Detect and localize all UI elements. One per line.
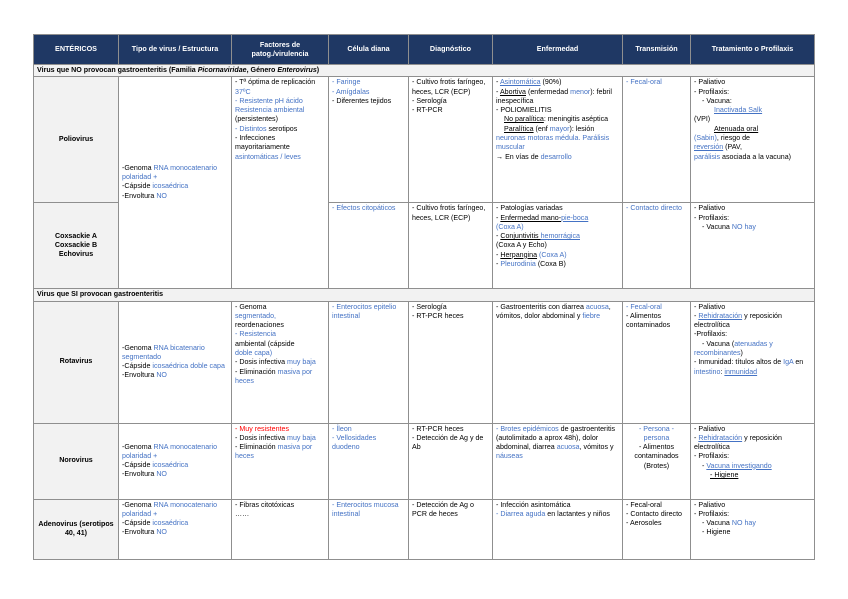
virulence-cell: - Fibras citotóxicas …… bbox=[232, 499, 329, 559]
virus-name: Adenovirus (serotipos 40, 41) bbox=[34, 499, 119, 559]
transmission-cell: - Fecal-oral - Contacto directo - Aerosoles bbox=[623, 499, 691, 559]
disease-cell: - Gastroenteritis con diarrea acuosa, vómitos, dolor abdominal y fiebre bbox=[493, 301, 623, 423]
virulence-cell: - Genoma segmentado, reordenaciones - Resistencia ambiental (cápside doble capa) - Dosis infectiva muy baja - Eliminación masiva por heces bbox=[232, 301, 329, 423]
structure-cell: -Genoma RNA monocatenario polaridad + -Cápside icosaédrica -Envoltura NO bbox=[119, 423, 232, 499]
structure-cell: -Genoma RNA bicatenario segmentado -Cápside icosaédrica doble capa -Envoltura NO bbox=[119, 301, 232, 423]
header-transmission: Transmisión bbox=[623, 35, 691, 65]
header-disease: Enfermedad bbox=[493, 35, 623, 65]
section-label: Virus que SI provocan gastroenteritis bbox=[34, 289, 815, 301]
header-row bbox=[34, 35, 815, 65]
virus-name: Poliovirus bbox=[34, 77, 119, 203]
header-virulence: Factores de patog./virulencia bbox=[232, 35, 329, 65]
treatment-cell: - Paliativo - Profilaxis: - Vacuna: Inactivada Salk (VPI) Atenuada oral (Sabin), riesgo de reversión (PAV, parálisis asociada a la vacuna) bbox=[691, 77, 815, 203]
table-row-rotavirus bbox=[34, 301, 815, 423]
section-row-no-gastro bbox=[34, 65, 815, 77]
diagnosis-cell: - Serología - RT-PCR heces bbox=[409, 301, 493, 423]
header-treatment: Tratamiento o Profilaxis bbox=[691, 35, 815, 65]
virus-table bbox=[33, 34, 815, 560]
table-row-adenovirus bbox=[34, 499, 815, 559]
treatment-cell: - Paliativo - Profilaxis: - Vacuna NO hay bbox=[691, 203, 815, 289]
transmission-cell: - Contacto directo bbox=[623, 203, 691, 289]
target-cell: - Enterocitos mucosa intestinal bbox=[329, 499, 409, 559]
disease-cell: - Patologías variadas - Enfermedad mano-pie-boca (Coxa A) - Conjuntivitis hemorrágica (Coxa A y Echo) - Herpangina (Coxa A) - Pleurodinia (Coxa B) bbox=[493, 203, 623, 289]
diagnosis-cell: - RT-PCR heces - Detección de Ag y de Ab bbox=[409, 423, 493, 499]
disease-cell: - Infección asintomática - Diarrea aguda en lactantes y niños bbox=[493, 499, 623, 559]
target-cell: - Íleon - Vellosidades duodeno bbox=[329, 423, 409, 499]
header-target-cell: Célula diana bbox=[329, 35, 409, 65]
header-diagnosis: Diagnóstico bbox=[409, 35, 493, 65]
transmission-cell: - Persona - persona - Alimentos contaminados (Brotes) bbox=[623, 423, 691, 499]
virus-name: Rotavirus bbox=[34, 301, 119, 423]
virulence-cell: - Tª óptima de replicación 37ºC - Resistente pH ácido Resistencia ambiental (persistentes) - Distintos serotipos - Infecciones mayoritariamente asintomáticas / leves bbox=[232, 77, 329, 289]
virus-name: Coxsackie A Coxsackie B Echovirus bbox=[34, 203, 119, 289]
target-cell: - Faringe - Amígdalas - Diferentes tejidos bbox=[329, 77, 409, 203]
treatment-cell: - Paliativo - Rehidratación y reposición electrolítica - Profilaxis: - Vacuna investigando - Higiene bbox=[691, 423, 815, 499]
transmission-cell: - Fecal-oral - Alimentos contaminados bbox=[623, 301, 691, 423]
table-row-norovirus bbox=[34, 423, 815, 499]
structure-cell: -Genoma RNA monocatenario polaridad + -Cápside icosaédrica -Envoltura NO bbox=[119, 499, 232, 559]
transmission-cell: - Fecal-oral bbox=[623, 77, 691, 203]
treatment-cell: - Paliativo - Rehidratación y reposición electrolítica -Profilaxis: - Vacuna (atenuadas y recombinantes) - Inmunidad: títulos altos de IgA en intestino: inmunidad bbox=[691, 301, 815, 423]
virus-name: Norovirus bbox=[34, 423, 119, 499]
treatment-cell: - Paliativo - Profilaxis: - Vacuna NO hay - Higiene bbox=[691, 499, 815, 559]
diagnosis-cell: - Cultivo frotis faríngeo, heces, LCR (ECP) bbox=[409, 203, 493, 289]
target-cell: - Enterocitos epitelio intestinal bbox=[329, 301, 409, 423]
diagnosis-cell: - Cultivo frotis faríngeo, heces, LCR (ECP) - Serología - RT-PCR bbox=[409, 77, 493, 203]
disease-cell: - Asintomática (90%) - Abortiva (enfermedad menor): febril inespecífica - POLIOMIELITIS No paralítica: meningitis aséptica Paralítica (enf mayor): lesión neuronas motoras médula. Parálisis muscular → En vías de desarrollo bbox=[493, 77, 623, 203]
target-cell: - Efectos citopáticos bbox=[329, 203, 409, 289]
section-label: Virus que NO provocan gastroenteritis (Familia Picornaviridae, Género Enterovirus) bbox=[34, 65, 815, 77]
diagnosis-cell: - Detección de Ag o PCR de heces bbox=[409, 499, 493, 559]
virulence-cell: - Muy resistentes - Dosis infectiva muy baja - Eliminación masiva por heces bbox=[232, 423, 329, 499]
structure-cell: -Genoma RNA monocatenario polaridad + -Cápside icosaédrica -Envoltura NO bbox=[119, 77, 232, 289]
table-row-poliovirus bbox=[34, 77, 815, 203]
header-structure: Tipo de virus / Estructura bbox=[119, 35, 232, 65]
section-row-gastro bbox=[34, 289, 815, 301]
header-enteric: ENTÉRICOS bbox=[34, 35, 119, 65]
disease-cell: - Brotes epidémicos de gastroenteritis (autolimitado a aprox 48h), dolor abdominal, diarrea acuosa, vómitos y náuseas bbox=[493, 423, 623, 499]
